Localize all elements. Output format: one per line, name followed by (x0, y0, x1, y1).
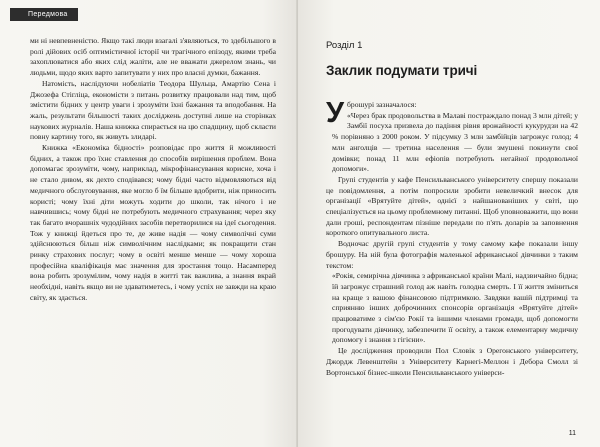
right-page (298, 0, 600, 447)
page-number: 11 (568, 430, 576, 437)
dropcap-letter: У (326, 97, 345, 129)
quote-block: «Через брак продовольства в Малаві постраждало понад 3 млн дітей; у Замбії посуха призвела до падіння рівня врожайності кукурудзи на 42 % порівняно з 2000 роком. У підсумку 3 млн замбійців загрожує голод; 4 млн анголців — третина населення — були змушені покинути свої домівки; понад 11 млн ефіопів потребують негайної продовольчої допомоги». (332, 110, 578, 174)
quote-block: «Рокія, семирічна дівчинка з африканської країни Малі, надзвичайно бідна; їй загрожує страшний голод аж навіть голодна смерть. І її життя зміниться на краще з вашою фінансовою підтримкою. Завдяки вашій підтримці та сприянню інших доброчинних спонсорів організація «Врятуйте дітей» працюватиме з сім'єю Рокії та іншими членами громади, щоб допомогти прогодувати дівчинку, забезпечити її освіту, а також елементарну медичну допомогу і знання з гігієни». (332, 271, 578, 345)
intro-text: брошурі зазначалося: (347, 100, 417, 109)
paragraph: Водночас другій групі студентів у тому самому кафе показали іншу брошуру. На ній була фотографія маленької африканської дівчинки з таким текстом: (326, 239, 578, 270)
left-body-text (30, 36, 276, 304)
paragraph: Це дослідження проводили Пол Словік з Орегонського університету, Джордж Левенштейн з Університету Карнегі-Меллон і Дебора Смолл зі Вортонської бізнес-школи Пенсильванського універси- (326, 346, 578, 377)
paragraph: Книжка «Економіка бідності» розповідає про життя й можливості бідних, а також про їхнє ставлення до способів вирішення проблем. Вона допомагає зрозуміти, чому, наприклад, мікрофінансування корисне, хоча і не стало дивом, як дехто сподівався; чому бідні часто відмовляються від медичного обслуговування, яке могло б їм більше вдобрити, ніж приносить користі; чому їхні діти можуть ходити до школи, так нічого і не навчившись; чому бідні не потребують медичного страхування; через яку так багато вчорашніх чудодійних засобів перетворилися на ідеї сьогодення. Тож у книжці йдеться про те, де живе надія — чому символічні суми здійснюються більш ніж символічним наслідками; як покращити стан ринку страхових послуг; чому в освіті менше менше — чому хороша професійна кваліфікація має значення для зростання тощо. Насамперед вона робить зрозумілим, чому надія в житті так важлива, а знання вкрай необхідні, навіть якщо ви не здаватиметесь, і чому успіх не завжди на краю світу, як здається. (30, 143, 276, 302)
section-label: Розділ 1 (326, 40, 363, 51)
running-head: Передмова (10, 8, 78, 21)
left-page (0, 0, 298, 447)
chapter-title: Заклик подумати тричі (326, 63, 478, 78)
paragraph: Групі студентів у кафе Пенсильванського університету спершу показали це повідомлення, а потім попросили зробити невеличкий внесок для організації «Врятуйте дітей», однієї з найшанованіших у світі, що спеціалізується на цьому проблемному питанні. Щоб уповноважити, що вони дали гроші, респондентам пізніше передали по п'ять доларів за заповнення короткого опитувального листа. (326, 174, 578, 238)
paragraph: ми ні невпевненістю. Якщо такі люди взагалі з'являються, то здебільшого в ролі дійових осіб оптимістичної історії чи трагічного епізоду, якими треба захоплюватися або яких слід жаліти, але не вважати джерелом знань, чи людьми, щодо яких варто запитувати у них про власні думки, бажання. (30, 36, 276, 78)
right-body-text (326, 97, 578, 378)
opening-paragraph (326, 97, 578, 129)
paragraph: Натомість, наслідуючи нобеліатів Теодора Шульца, Амартію Сена і Джозефа Стігліца, економісти з питань розвитку працювали над тим, щоб змістити бідних у центр уваги і зрозуміти їхні бажання та вподобання. На жаль, результати більшості таких досліджень доступні лише на сторінках наукових журналів. Наша книжка спирається на цю спадщину, щоб скласти повну картину того, як живуть злидарі. (30, 78, 276, 142)
